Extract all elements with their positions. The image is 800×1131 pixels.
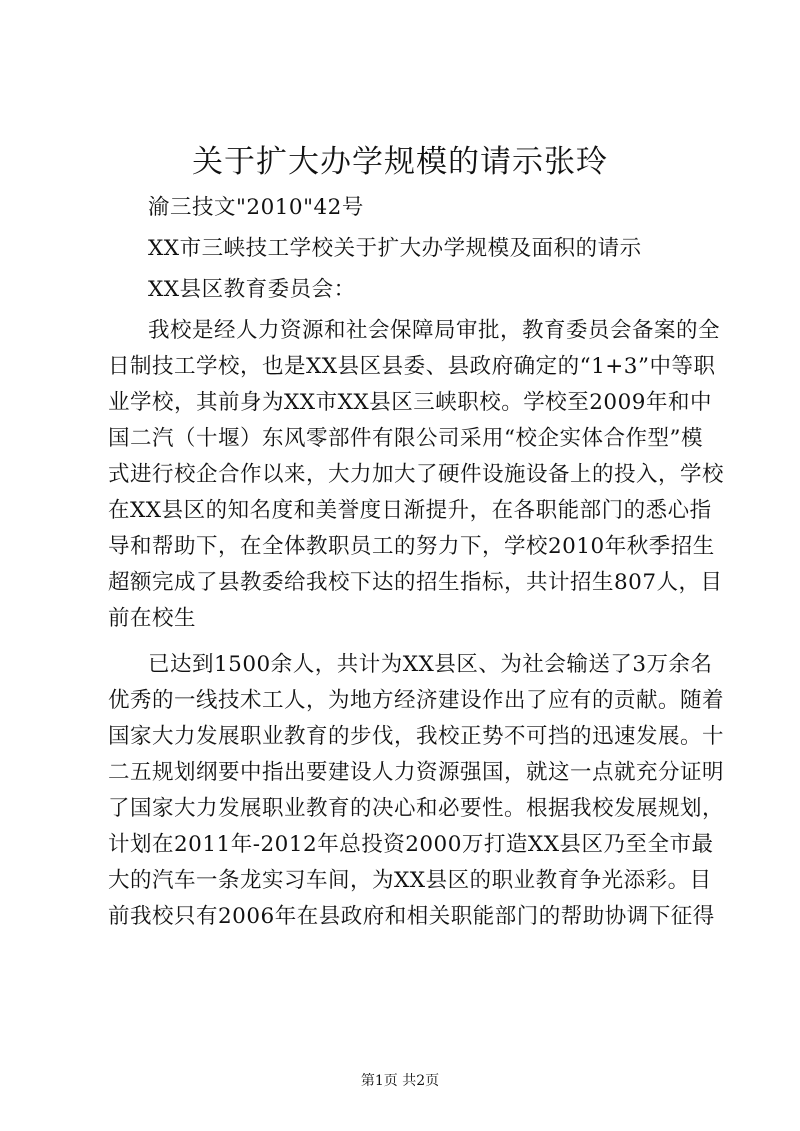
page-footer: 第1页 共2页: [360, 1073, 440, 1089]
body-line: 业学校，其前身为XX市XX县区三峡职校。学校至2009年和中: [108, 390, 712, 415]
body-line: 计划在2011年-2012年总投资2000万打造XX县区乃至全市最: [108, 832, 714, 857]
recipient-line: XX县区教育委员会：: [148, 277, 356, 302]
body-line: 导和帮助下，在全体教职员工的努力下，学校2010年秋季招生: [108, 534, 715, 559]
body-line: 日制技工学校，也是XX县区县委、县政府确定的“1+3”中等职: [108, 354, 716, 379]
document-title: 关于扩大办学规模的请示张玲: [192, 144, 608, 180]
body-line: 大的汽车一条龙实习车间，为XX县区的职业教育争光添彩。目: [108, 868, 712, 893]
body-line: 二五规划纲要中指出要建设人力资源强国，就这一点就充分证明: [108, 760, 725, 785]
body-line: 我校是经人力资源和社会保障局审批，教育委员会备案的全: [148, 318, 721, 343]
body-line: 超额完成了县教委给我校下达的招生指标，共计招生807人，目: [108, 570, 723, 595]
subject-line: XX市三峡技工学校关于扩大办学规模及面积的请示: [148, 236, 642, 261]
body-line: 国二汽（十堰）东风零部件有限公司采用“校企实体合作型”模: [108, 426, 703, 451]
body-line: 已达到1500余人，共计为XX县区、为社会输送了3万余名: [148, 652, 713, 677]
body-line: 在XX县区的知名度和美誉度日渐提升，在各职能部门的悉心指: [108, 498, 712, 523]
body-line: 前我校只有2006年在县政府和相关职能部门的帮助协调下征得: [108, 904, 715, 929]
body-line: 式进行校企合作以来，大力加大了硬件设施设备上的投入，学校: [108, 462, 725, 487]
body-line: 了国家大力发展职业教育的决心和必要性。根据我校发展规划，: [108, 796, 725, 821]
body-line: 优秀的一线技术工人，为地方经济建设作出了应有的贡献。随着: [108, 688, 725, 713]
reference-number: 渝三技文"2010"42号: [148, 195, 364, 220]
body-line: 前在校生: [108, 606, 197, 631]
body-line: 国家大力发展职业教育的步伐，我校正势不可挡的迅速发展。十: [108, 724, 725, 749]
